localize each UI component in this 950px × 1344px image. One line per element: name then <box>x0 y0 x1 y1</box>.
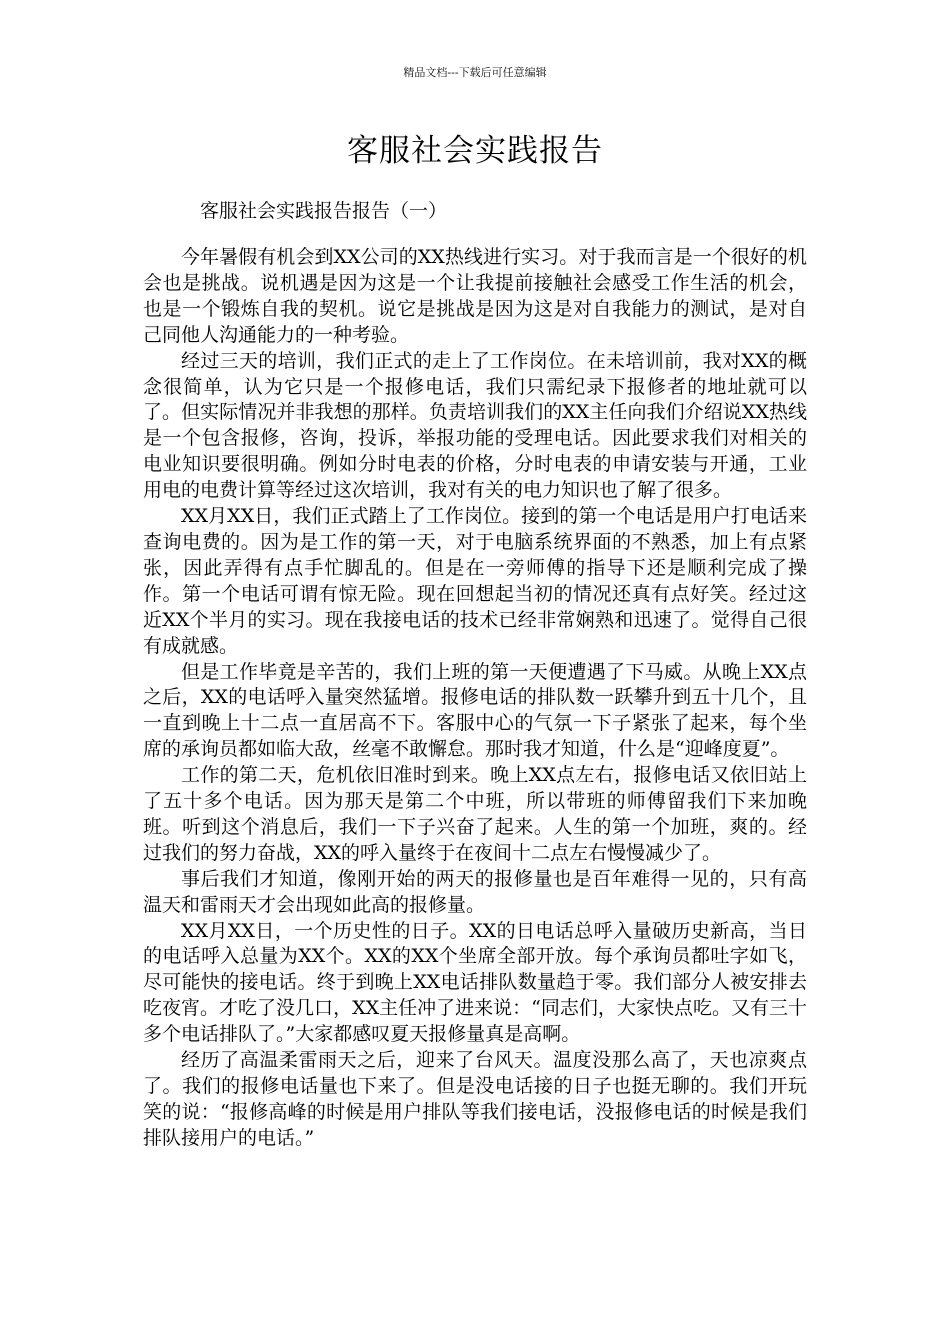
paragraph-6: 事后我们才知道，像刚开始的两天的报修量也是百年难得一见的，只有高温天和雷雨天才会出现如此高的报修量。 <box>143 867 807 916</box>
page-header: 精品文档---下载后可任意编辑 <box>403 66 547 79</box>
paragraph-5: 工作的第二天，危机依旧准时到来。晚上XX点左右，报修电话又依旧站上了五十多个电话。因为那天是第二个中班，所以带班的师傅留我们下来加晚班。听到这个消息后，我们一下子兴奋了起来。人生的第一个加班，爽的。经过我们的努力奋战，XX的呼入量终于在夜间十二点左右慢慢减少了。 <box>143 764 807 864</box>
paragraph-1: 今年暑假有机会到XX公司的XX热线进行实习。对于我而言是一个很好的机会也是挑战。说机遇是因为这是一个让我提前接触社会感受工作生活的机会，也是一个锻炼自我的契机。说它是挑战是因为这是对自我能力的测试，是对自己同他人沟通能力的一种考验。 <box>143 246 807 346</box>
paragraph-8: 经历了高温柔雷雨天之后，迎来了台风天。温度没那么高了，天也凉爽点了。我们的报修电话量也下来了。但是没电话接的日子也挺无聊的。我们开玩笑的说：“报修高峰的时候是用户排队等我们接电话，没报修电话的时候是我们排队接用户的电话。” <box>143 1049 807 1149</box>
document-body <box>143 245 807 1152</box>
paragraph-3: XX月XX日，我们正式踏上了工作岗位。接到的第一个电话是用户打电话来查询电费的。因为是工作的第一天，对于电脑系统界面的不熟悉，加上有点紧张，因此弄得有点手忙脚乱的。但是在一旁师傅的指导下还是顺利完成了操作。第一个电话可谓有惊无险。现在回想起当初的情况还真有点好笑。经过这近XX个半月的实习。现在我接电话的技术已经非常娴熟和迅速了。觉得自己很有成就感。 <box>143 505 807 657</box>
paragraph-7: XX月XX日，一个历史性的日子。XX的日电话总呼入量破历史新高，当日的电话呼入总量为XX个。XX的XX个坐席全部开放。每个承询员都吐字如飞，尽可能快的接电话。终于到晚上XX电话排队数量趋于零。我们部分人被安排去吃夜宵。才吃了没几口，XX主任冲了进来说：“同志们，大家快点吃。又有三十多个电话排队了。”大家都感叹夏天报修量真是高啊。 <box>143 919 807 1046</box>
document-subtitle: 客服社会实践报告报告（一） <box>200 200 448 222</box>
paragraph-4: 但是工作毕竟是辛苦的，我们上班的第一天便遭遇了下马威。从晚上XX点之后，XX的电话呼入量突然猛增。报修电话的排队数一跃攀升到五十几个，且一直到晚上十二点一直居高不下。客服中心的气氛一下子紧张了起来，每个坐席的承询员都如临大敌，丝毫不敢懈怠。那时我才知道，什么是“迎峰度夏”。 <box>143 660 807 761</box>
paragraph-2: 经过三天的培训，我们正式的走上了工作岗位。在未培训前，我对XX的概念很简单，认为它只是一个报修电话，我们只需纪录下报修者的地址就可以了。但实际情况并非我想的那样。负责培训我们的XX主任向我们介绍说XX热线是一个包含报修，咨询，投诉，举报功能的受理电话。因此要求我们对相关的电业知识要很明确。例如分时电表的价格，分时电表的申请安装与开通，工业用电的电费计算等经过这次培训，我对有关的电力知识也了解了很多。 <box>143 349 807 502</box>
document-title: 客服社会实践报告 <box>347 133 603 169</box>
